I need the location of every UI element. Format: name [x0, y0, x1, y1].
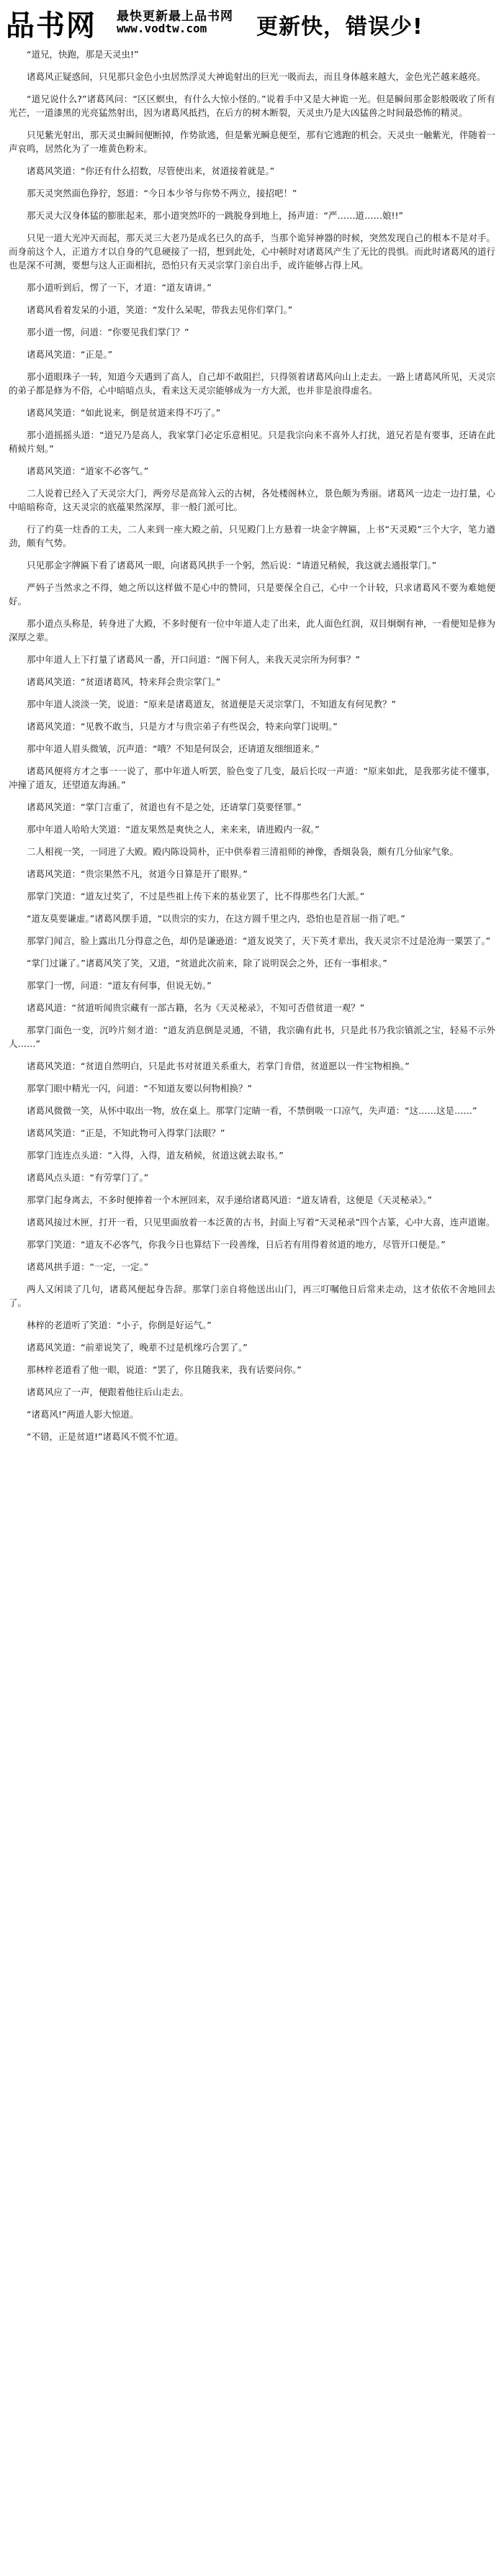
- site-slogan: 最快更新最上品书网: [117, 9, 233, 24]
- chapter-paragraph: 那掌门闻言，脸上露出几分得意之色，却仍是谦逊道：“道友说笑了，天下英才辈出，我天灵宗不过是沧海一粟罢了。”: [27, 935, 491, 946]
- chapter-paragraph: 诸葛风笑道：“你还有什么招数，尽管使出来，贫道接着就是。”: [27, 165, 275, 176]
- chapter-paragraph: 行了约莫一炷香的工夫，二人来到一座大殿之前，只见殿门上方悬着一块金字牌匾，上书“天灵殿”三个大字，笔力遒劲，颇有气势。: [9, 524, 495, 548]
- site-tagline: 更新快，错误少!: [256, 14, 423, 40]
- chapter-paragraph: 那掌门笑道：“道友不必客气，你我今日也算结下一段善缘，日后若有用得着贫道的地方，尽管开口便是。”: [27, 1239, 446, 1250]
- chapter-paragraph: 那掌门一愣，问道：“道友有何事，但说无妨。”: [27, 980, 212, 991]
- chapter-paragraph: 那中年道人上下打量了诸葛风一番，开口问道：“阁下何人，来我天灵宗所为何事？”: [27, 654, 360, 665]
- chapter-paragraph: 诸葛风笑道：“贫道诸葛风，特来拜会贵宗掌门。”: [27, 676, 221, 687]
- chapter-paragraph: 诸葛风微微一笑，从怀中取出一物，放在桌上。那掌门定睛一看，不禁倒吸一口凉气，失声道：“这……这是……”: [27, 1105, 477, 1116]
- site-logo[interactable]: 品书网: [6, 9, 96, 42]
- chapter-paragraph: 只见紫光射出，那天灵虫瞬间便断掉，作势欲逃，但是紫光瞬息便至，那有它逃跑的机会。天灵虫一触紫光，伴随着一声哀鸣，居然化为了一堆黄色粉末。: [9, 130, 495, 154]
- chapter-paragraph: 诸葛风笑道：“前辈说笑了，晚辈不过是机缘巧合罢了。”: [27, 1342, 248, 1353]
- chapter-paragraph: 诸葛风笑道：“贫道自然明白，只是此书对贫道关系重大，若掌门肯借，贫道愿以一件宝物相换。”: [27, 1061, 410, 1071]
- chapter-paragraph: 诸葛风笑道：“正是。”: [27, 349, 113, 360]
- chapter-paragraph: 那中年道人淡淡一笑，说道：“原来是诸葛道友，贫道便是天灵宗掌门，不知道友有何见教？”: [27, 699, 396, 709]
- chapter-paragraph: 诸葛风道：“贫道听闻贵宗藏有一部古籍，名为《天灵秘录》，不知可否借贫道一观？”: [27, 1002, 365, 1013]
- chapter-paragraph: 诸葛风接过木匣，打开一看，只见里面放着一本泛黄的古书，封面上写着“天灵秘录”四个古篆，心中大喜，连声道谢。: [27, 1217, 495, 1228]
- chapter-paragraph: 那小道一愣，问道：“你要见我们掌门？”: [27, 327, 189, 337]
- chapter-paragraph: 那掌门面色一变，沉吟片刻才道：“道友消息倒是灵通，不错，我宗确有此书，只是此书乃我宗镇派之宝，轻易不示外人……”: [9, 1025, 495, 1049]
- chapter-paragraph: 那小道听到后，愣了一下，才道：“道友请讲。”: [27, 282, 212, 293]
- chapter-paragraph: 诸葛风便将方才之事一一说了，那中年道人听罢，脸色变了几变，最后长叹一声道：“原来如此，是我那劣徒不懂事，冲撞了道友，还望道友海涵。”: [9, 766, 495, 790]
- chapter-paragraph: 只见那金字牌匾下看了诸葛风一眼，向诸葛风拱手一个躬，然后说：“请道兄稍候，我这就去通报掌门。”: [27, 560, 437, 571]
- chapter-paragraph: “道兄，快跑，那是天灵虫!”: [27, 49, 139, 60]
- chapter-paragraph: 诸葛风笑道：“如此说来，倒是贫道来得不巧了。”: [27, 407, 221, 418]
- chapter-paragraph: 那中年道人眉头微皱，沉声道：“哦？不知是何误会，还请道友细细道来。”: [27, 743, 320, 754]
- chapter-paragraph: 诸葛风拱手道：“一定，一定。”: [27, 1261, 149, 1272]
- chapter-paragraph: 林梓的老道听了笑道：“小子，你倒是好运气。”: [27, 1320, 212, 1330]
- chapter-paragraph: 那小道眼珠子一转，知道今天遇到了高人，自己却不敢阻拦，只得领着诸葛风向山上走去。一路上诸葛风所见，天灵宗的弟子都是修为不俗，心中暗暗点头，看来这天灵宗能够成为一方大派，也并非是浪得虚名。: [9, 371, 495, 396]
- chapter-paragraph: 那小道点头称是，转身进了大殿，不多时便有一位中年道人走了出来，此人面色红润，双目炯炯有神，一看便知是修为深厚之辈。: [9, 618, 495, 643]
- chapter-paragraph: 那掌门起身离去，不多时便捧着一个木匣回来，双手递给诸葛风道：“道友请看，这便是《天灵秘录》。”: [27, 1194, 432, 1205]
- chapter-paragraph: “掌门过谦了。”诸葛风笑了笑，又道，“贫道此次前来，除了说明误会之外，还有一事相求。”: [27, 958, 387, 969]
- site-url[interactable]: www.vodtw.com: [117, 22, 207, 35]
- chapter-paragraph: 诸葛风正疑惑间，只见那只金色小虫居然浮灵大神诡射出的巨光一吸而去，而且身体越来越大，金色光芒越来越亮。: [27, 71, 486, 82]
- chapter-paragraph: 那掌门笑道：“道友过奖了，不过是些祖上传下来的基业罢了，比不得那些名门大派。”: [27, 891, 365, 902]
- chapter-paragraph: “道友莫要谦虚。”诸葛风摆手道，“以贵宗的实力，在这方圆千里之内，恐怕也是首屈一指了吧。”: [27, 913, 405, 924]
- chapter-paragraph: 只见一道大光冲天而起，那天灵三大老乃是成名已久的高手，当那个诡异神器的时候，突然发现自己的根本不是对手。而身前这个人，正道方才以自身的气息硬接了一招，想到此处，心中顿时对诸葛风产生了无比的畏惧。而此时诸葛风的道行也是深不可测，要想与这人正面相抗，恐怕只有天灵宗掌门亲自出手，或许能够占得上风。: [9, 232, 495, 271]
- chapter-paragraph: 那掌门眼中精光一闪，问道：“不知道友要以何物相换？”: [27, 1083, 252, 1094]
- chapter-paragraph: 那小道摇摇头道：“道兄乃是高人，我家掌门必定乐意相见。只是我宗向来不喜外人打扰，道兄若是有要事，还请在此稍候片刻。”: [9, 430, 495, 454]
- chapter-paragraph: 二人说着已经入了天灵宗大门，两旁尽是高耸入云的古树，各处楼阁林立，景色颇为秀丽。诸葛风一边走一边打量，心中暗暗称奇，这天灵宗的底蕴果然深厚，非一般门派可比。: [9, 488, 495, 512]
- chapter-paragraph: 诸葛风笑道：“道家不必客气。”: [27, 466, 149, 476]
- chapter-paragraph: 诸葛风点头道：“有劳掌门了。”: [27, 1172, 149, 1183]
- chapter-paragraph: 那天灵突然面色狰狞，怒道：“今日本少爷与你势不两立，接招吧！”: [27, 188, 297, 199]
- chapter-paragraph: 那掌门连连点头道：“入得，入得，道友稍候，贫道这就去取书。”: [27, 1150, 284, 1161]
- chapter-paragraph: “道兄说什么?”诸葛风问：“区区螟虫，有什么大惊小怪的。”说着手中又是大神诡一光。但是瞬间那金影般吸收了所有光芒，一道漆黑的光亮猛然射出，因为诸葛风抵挡，在后方的树木断裂，天灵虫乃是大凶猛兽之时间最恐怖的精灵。: [9, 94, 495, 118]
- chapter-paragraph: 两人又闲谈了几句，诸葛风便起身告辞。那掌门亲自将他送出山门，再三叮嘱他日后常来走动，这才依依不舍地回去了。: [9, 1284, 495, 1308]
- chapter-paragraph: “诸葛风!”两道人影大惊道。: [27, 1409, 139, 1420]
- chapter-paragraph: 那中年道人哈哈大笑道：“道友果然是爽快之人，来来来，请进殿内一叙。”: [27, 824, 320, 835]
- chapter-paragraph: 诸葛风笑道：“见教不敢当，只是方才与贵宗弟子有些误会，特来向掌门说明。”: [27, 721, 338, 732]
- chapter-paragraph: 二人相视一笑，一同进了大殿。殿内陈设简朴，正中供奉着三清祖师的神像，香烟袅袅，颇有几分仙家气象。: [27, 846, 459, 857]
- chapter-paragraph: 诸葛风笑道：“掌门言重了，贫道也有不是之处，还请掌门莫要怪罪。”: [27, 802, 302, 812]
- chapter-content: [9, 47, 495, 1452]
- site-header: [0, 0, 504, 43]
- chapter-paragraph: 诸葛风笑道：“正是，不知此物可入得掌门法眼？”: [27, 1128, 225, 1138]
- chapter-paragraph: 诸葛风应了一声，便跟着他往后山走去。: [27, 1387, 189, 1397]
- chapter-paragraph: 那林梓老道看了他一眼，说道：“罢了，你且随我来，我有话要问你。”: [27, 1364, 302, 1375]
- chapter-paragraph: 诸葛风笑道：“贵宗果然不凡，贫道今日算是开了眼界。”: [27, 869, 248, 879]
- chapter-paragraph: 那天灵大汉身体猛的膨胀起来，那小道突然吓的一跳脱身到地上，扬声道：“严……道……娘!!”: [27, 210, 403, 221]
- chapter-paragraph: 严妈子当然求之不得，她之所以这样做不是心中的赞同，只是要保全自己，心中一个计较，只求诸葛风不要为难她便好。: [9, 582, 495, 607]
- chapter-paragraph: “不错，正是贫道!”诸葛风不慌不忙道。: [27, 1431, 184, 1442]
- chapter-paragraph: 诸葛风看着发呆的小道，笑道：“发什么呆呢，带我去见你们掌门。”: [27, 304, 293, 315]
